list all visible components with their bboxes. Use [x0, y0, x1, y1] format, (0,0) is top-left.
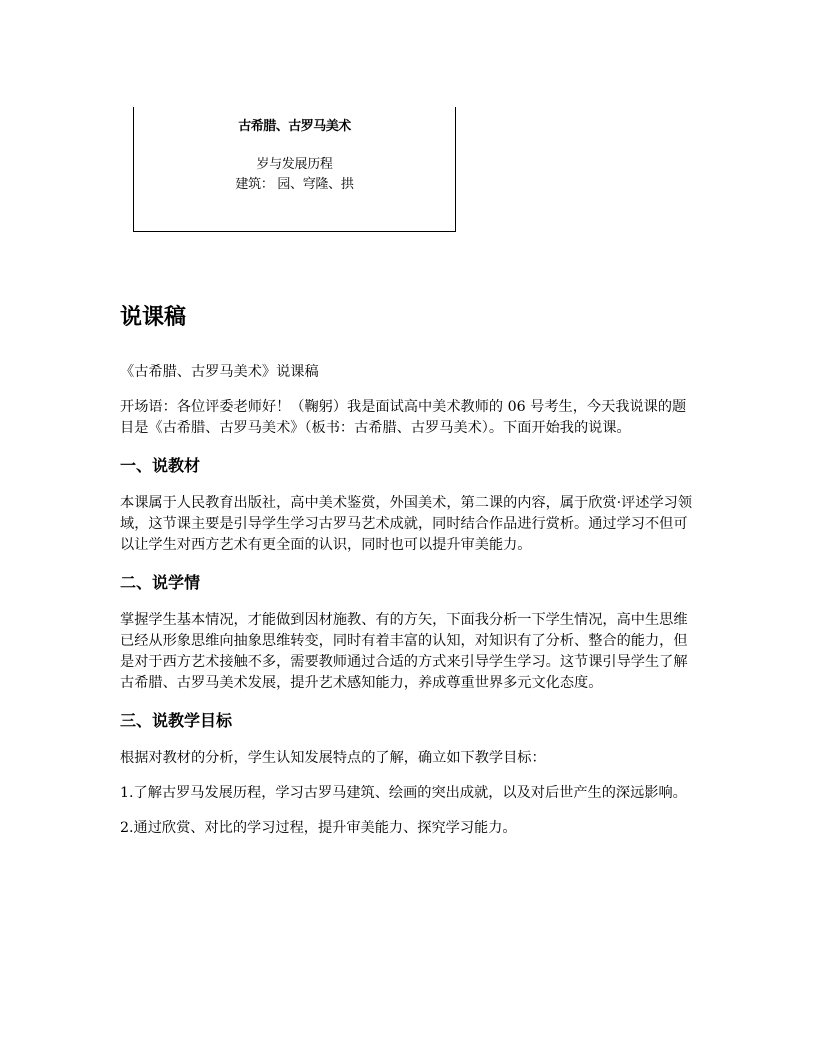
intro-paragraph: 开场语：各位评委老师好！（鞠躬）我是面试高中美术教师的 06 号考生，今天我说课的题目是《古希腊、古罗马美术》（板书：古希腊、古罗马美术）。下面开始我的说课。	[120, 399, 687, 436]
board-line-history: 岁与发展历程	[256, 157, 333, 172]
document-body	[120, 300, 698, 853]
document-title: 说课稿	[120, 305, 187, 330]
objective-item: 1.了解古罗马发展历程，学习古罗马建筑、绘画的突出成就，以及对后世产生的深远影响。	[120, 785, 687, 801]
document-subtitle: 《古希腊、古罗马美术》说课稿	[120, 364, 319, 380]
board-title: 古希腊、古罗马美术	[238, 119, 351, 134]
board-line-architecture: 建筑： 园、穹隆、拱	[235, 177, 354, 192]
section-heading-students: 二、说学情	[120, 573, 201, 592]
objective-item: 2.通过欣赏、对比的学习过程，提升审美能力、探究学习能力。	[120, 820, 517, 836]
section-paragraph: 本课属于人民教育出版社，高中美术鉴赏，外国美术，第二课的内容，属于欣赏·评述学习领域，这节课主要是引导学生学习古罗马艺术成就，同时结合作品进行赏析。通过学习不但可以让学生对西方艺术有更全面的认识，同时也可以提升审美能力。	[120, 495, 693, 553]
section-paragraph: 掌握学生基本情况，才能做到因材施教、有的方矢，下面我分析一下学生情况，高中生思维已经从形象思维向抽象思维转变，同时有着丰富的认知，对知识有了分析、整合的能力，但是对于西方艺术接触不多，需要教师通过合适的方式来引导学生学习。这节课引导学生了解古希腊、古罗马美术发展，提升艺术感知能力，养成尊重世界多元文化态度。	[120, 612, 688, 691]
section-heading-textbook: 一、说教材	[120, 456, 201, 475]
blackboard-design-box	[133, 107, 456, 232]
section-paragraph: 根据对教材的分析，学生认知发展特点的了解，确立如下教学目标：	[120, 750, 546, 766]
section-heading-objectives: 三、说教学目标	[120, 711, 233, 730]
